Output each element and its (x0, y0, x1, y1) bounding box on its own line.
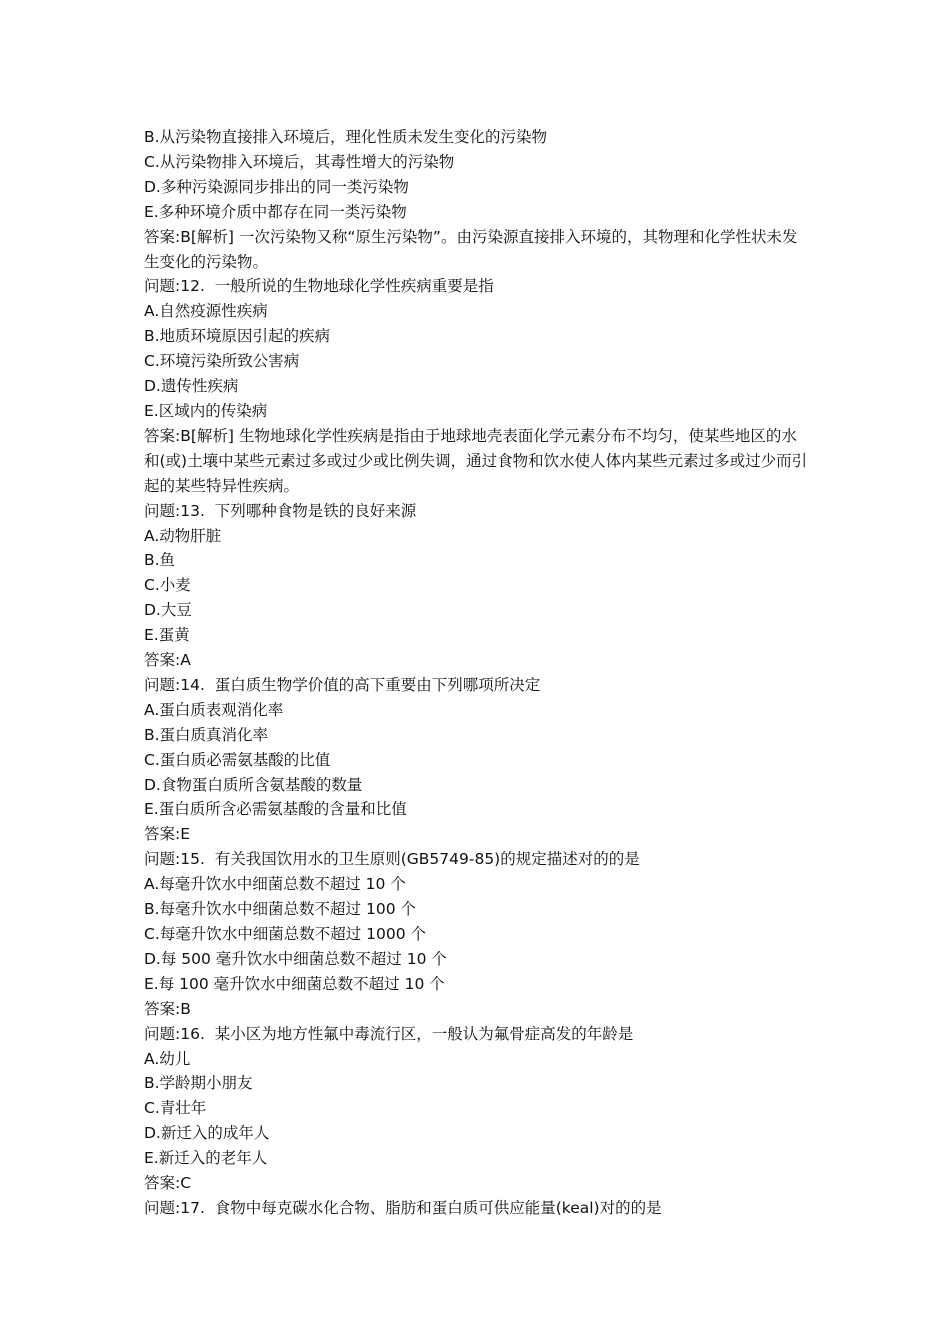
option-line: C.每毫升饮水中细菌总数不超过 1000 个 (144, 925, 427, 943)
option-line: B.蛋白质真消化率 (144, 725, 269, 744)
option-line: E.新迁入的老年人 (144, 1149, 268, 1168)
option-line: E.区域内的传染病 (144, 401, 268, 420)
option-line: D.食物蛋白质所含氨基酸的数量 (144, 775, 363, 794)
option-line: E.蛋黄 (144, 626, 190, 645)
answer-line: 答案:C (144, 1174, 192, 1193)
answer-line: 答案:B[解析] 生物地球化学性疾病是指由于地球地壳表面化学元素分布不均匀，使某些地区的水和(或)土壤中某些元素过多或过少或比例失调，通过食物和饮水使人体内某些元素过多或过少而引起的某些特异性疾病。 (144, 426, 808, 495)
option-line: A.动物肝脏 (144, 526, 222, 545)
option-line: B.地质环境原因引起的疾病 (144, 327, 331, 346)
option-line: D.新迁入的成年人 (144, 1124, 270, 1143)
option-line: D.每 500 毫升饮水中细菌总数不超过 10 个 (144, 949, 447, 968)
option-line: D.大豆 (144, 601, 192, 620)
answer-line: 答案:A (144, 651, 191, 670)
option-line: C.蛋白质必需氨基酸的比值 (144, 750, 331, 769)
option-line: B.学龄期小朋友 (144, 1074, 253, 1093)
option-line: E.蛋白质所含必需氨基酸的含量和比值 (144, 800, 407, 819)
question-line: 问题:13. 下列哪种食物是铁的良好来源 (144, 501, 417, 520)
option-line: A.自然疫源性疾病 (144, 302, 268, 321)
option-line: C.小麦 (144, 576, 191, 595)
option-line: B.鱼 (144, 551, 176, 570)
document-page (144, 125, 809, 1221)
option-line: A.幼儿 (144, 1049, 191, 1068)
option-line: E.多种环境介质中都存在同一类污染物 (144, 202, 407, 221)
answer-line: 答案:E (144, 825, 191, 844)
option-line: C.青壮年 (144, 1099, 207, 1118)
option-line: E.每 100 毫升饮水中细菌总数不超过 10 个 (144, 974, 445, 993)
option-line: C.环境污染所致公害病 (144, 352, 300, 371)
question-line: 问题:15. 有关我国饮用水的卫生原则(GB5749-85)的规定描述对的的是 (144, 850, 640, 869)
question-line: 问题:12. 一般所说的生物地球化学性疾病重要是指 (144, 277, 494, 296)
answer-line: 答案:B (144, 999, 191, 1018)
option-line: D.多种污染源同步排出的同一类污染物 (144, 177, 409, 196)
answer-line: 答案:B[解析] 一次污染物又称“原生污染物”。由污染源直接排入环境的，其物理和化学性状未发生变化的污染物。 (144, 227, 798, 271)
option-line: C.从污染物排入环境后，其毒性增大的污染物 (144, 152, 455, 171)
option-line: A.每毫升饮水中细菌总数不超过 10 个 (144, 875, 406, 894)
option-line: D.遗传性疾病 (144, 377, 239, 396)
question-line: 问题:14. 蛋白质生物学价值的高下重要由下列哪项所决定 (144, 675, 541, 694)
question-line: 问题:17. 食物中每克碳水化合物、脂肪和蛋白质可供应能量(keal)对的的是 (144, 1198, 662, 1217)
option-line: B.从污染物直接排入环境后，理化性质未发生变化的污染物 (144, 128, 548, 146)
question-line: 问题:16. 某小区为地方性氟中毒流行区，一般认为氟骨症高发的年龄是 (144, 1024, 634, 1043)
option-line: B.每毫升饮水中细菌总数不超过 100 个 (144, 900, 417, 919)
option-line: A.蛋白质表观消化率 (144, 700, 284, 719)
